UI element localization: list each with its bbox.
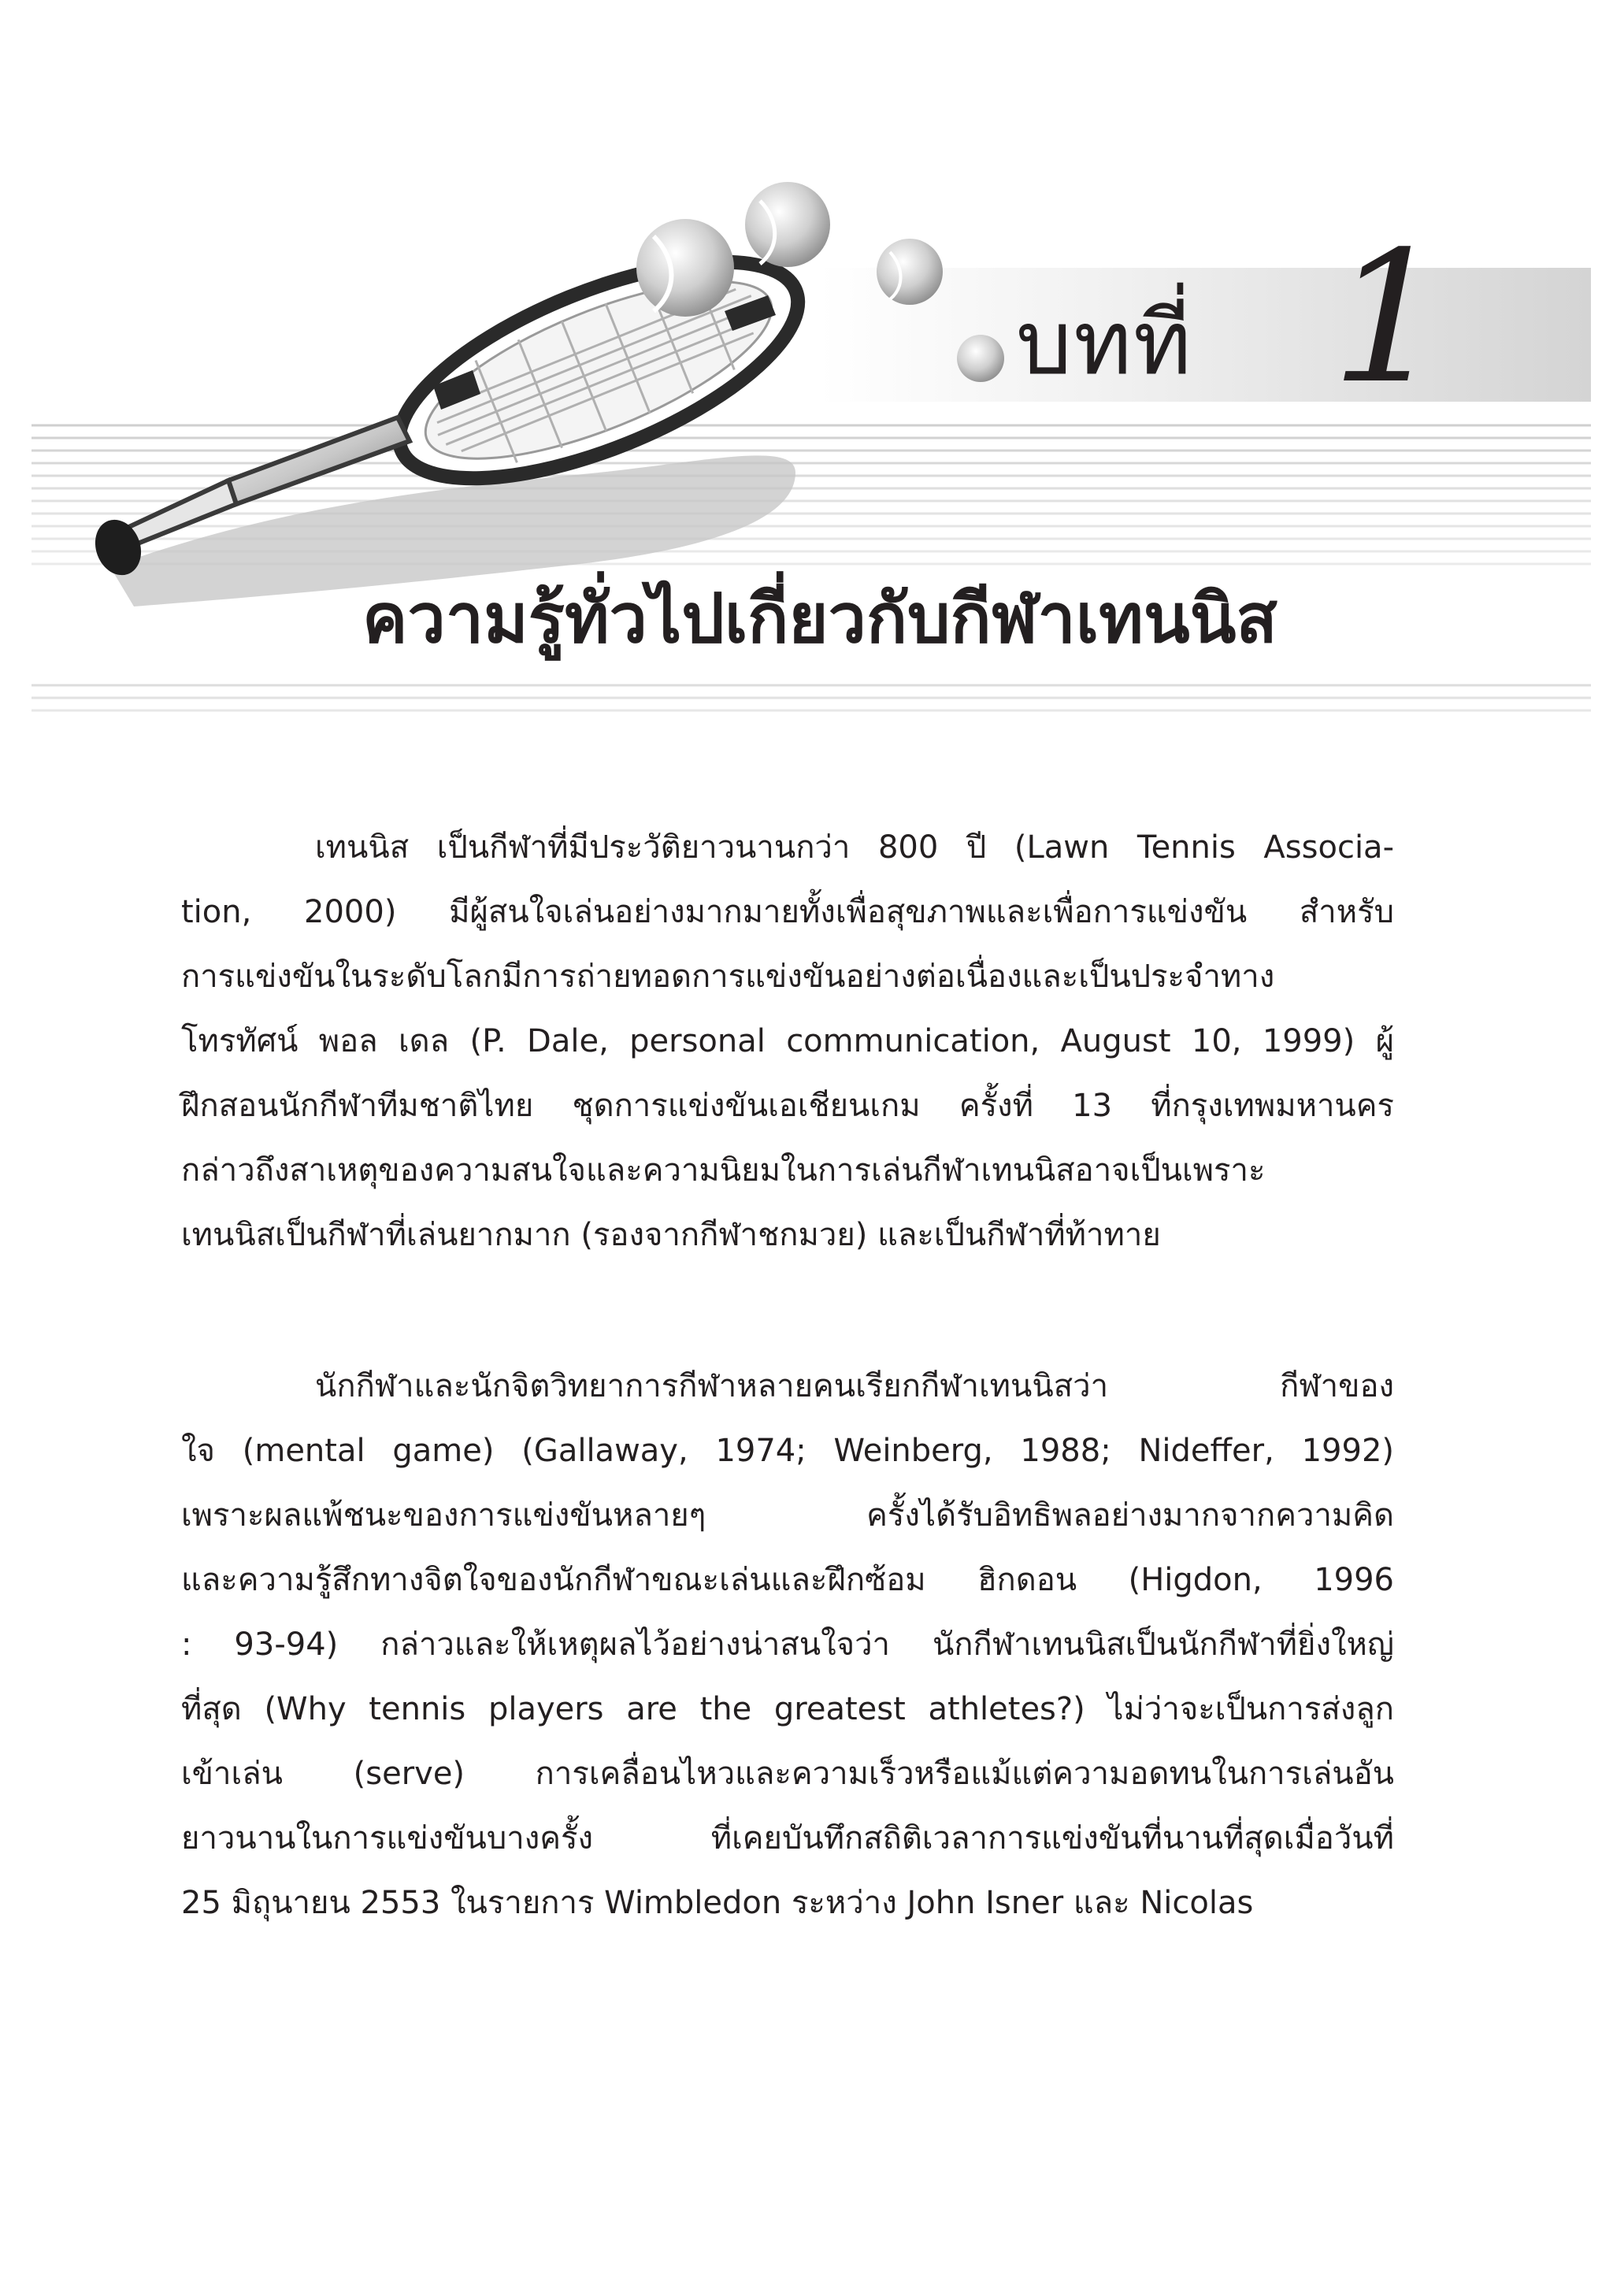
paragraph-line: เทนนิสเป็นกีฬาที่เล่นยากมาก (รองจากกีฬาชกมวย) และเป็นกีฬาที่ท้าทาย [181, 1217, 1161, 1253]
paragraph-line: ที่สุด (Why tennis players are the greatest athletes?) ไม่ว่าจะเป็นการส่งลูก [181, 1691, 1394, 1727]
paragraph-line: ใจ (mental game) (Gallaway, 1974; Weinberg, 1988; Nideffer, 1992) [181, 1433, 1394, 1469]
paragraph-line: และความรู้สึกทางจิตใจของนักกีฬาขณะเล่นและฝึกซ้อม ฮิกดอน (Higdon, 1996 [181, 1562, 1394, 1598]
paragraph-line: : 93-94) กล่าวและให้เหตุผลไว้อย่างน่าสนใจว่า นักกีฬาเทนนิสเป็นนักกีฬาที่ยิ่งใหญ่ [181, 1626, 1394, 1663]
chapter-label: บทที่ [1016, 292, 1193, 395]
body-text [181, 815, 1394, 1935]
paragraph-1 [181, 815, 1394, 1267]
paragraph-line: กล่าวถึงสาเหตุของความสนใจและความนิยมในการเล่นกีฬาเทนนิสอาจเป็นเพราะ [181, 1152, 1266, 1189]
paragraph-line: เทนนิส เป็นกีฬาที่มีประวัติยาวนานกว่า 800 ปี (Lawn Tennis Associa- [315, 829, 1394, 866]
paragraph-line: เพราะผลแพ้ชนะของการแข่งขันหลายๆ ครั้งได้รับอิทธิพลอย่างมากจากความคิด [181, 1497, 1394, 1534]
paragraph-spacer [181, 1267, 1394, 1354]
chapter-number: 1 [1331, 213, 1447, 424]
paragraph-line: tion, 2000) มีผู้สนใจเล่นอย่างมากมายทั้งเพื่อสุขภาพและเพื่อการแข่งขัน สำหรับ [181, 894, 1394, 930]
paragraph-line: ฝึกสอนนักกีฬาทีมชาติไทย ชุดการแข่งขันเอเชียนเกม ครั้งที่ 13 ที่กรุงเทพมหานคร [181, 1088, 1394, 1124]
paragraph-line: 25 มิถุนายน 2553 ในรายการ Wimbledon ระหว่าง John Isner และ Nicolas [181, 1885, 1254, 1921]
paragraph-line: นักกีฬาและนักจิตวิทยาการกีฬาหลายคนเรียกกีฬาเทนนิสว่า กีฬาของ [315, 1368, 1394, 1404]
paragraph-line: การแข่งขันในระดับโลกมีการถ่ายทอดการแข่งขันอย่างต่อเนื่องและเป็นประจำทาง [181, 959, 1275, 995]
paragraph-line: โทรทัศน์ พอล เดล (P. Dale, personal communication, August 10, 1999) ผู้ [181, 1023, 1394, 1059]
paragraph-line: เข้าเล่น (serve) การเคลื่อนไหวและความเร็วหรือแม้แต่ความอดทนในการเล่นอัน [181, 1756, 1394, 1792]
paragraph-line: ยาวนานในการแข่งขันบางครั้ง ที่เคยบันทึกสถิติเวลาการแข่งขันที่นานที่สุดเมื่อวันที่ [181, 1820, 1394, 1856]
chapter-title: ความรู้ทั่วไปเกี่ยวกับกีฬาเทนนิส [362, 580, 1277, 658]
paragraph-2 [181, 1354, 1394, 1935]
